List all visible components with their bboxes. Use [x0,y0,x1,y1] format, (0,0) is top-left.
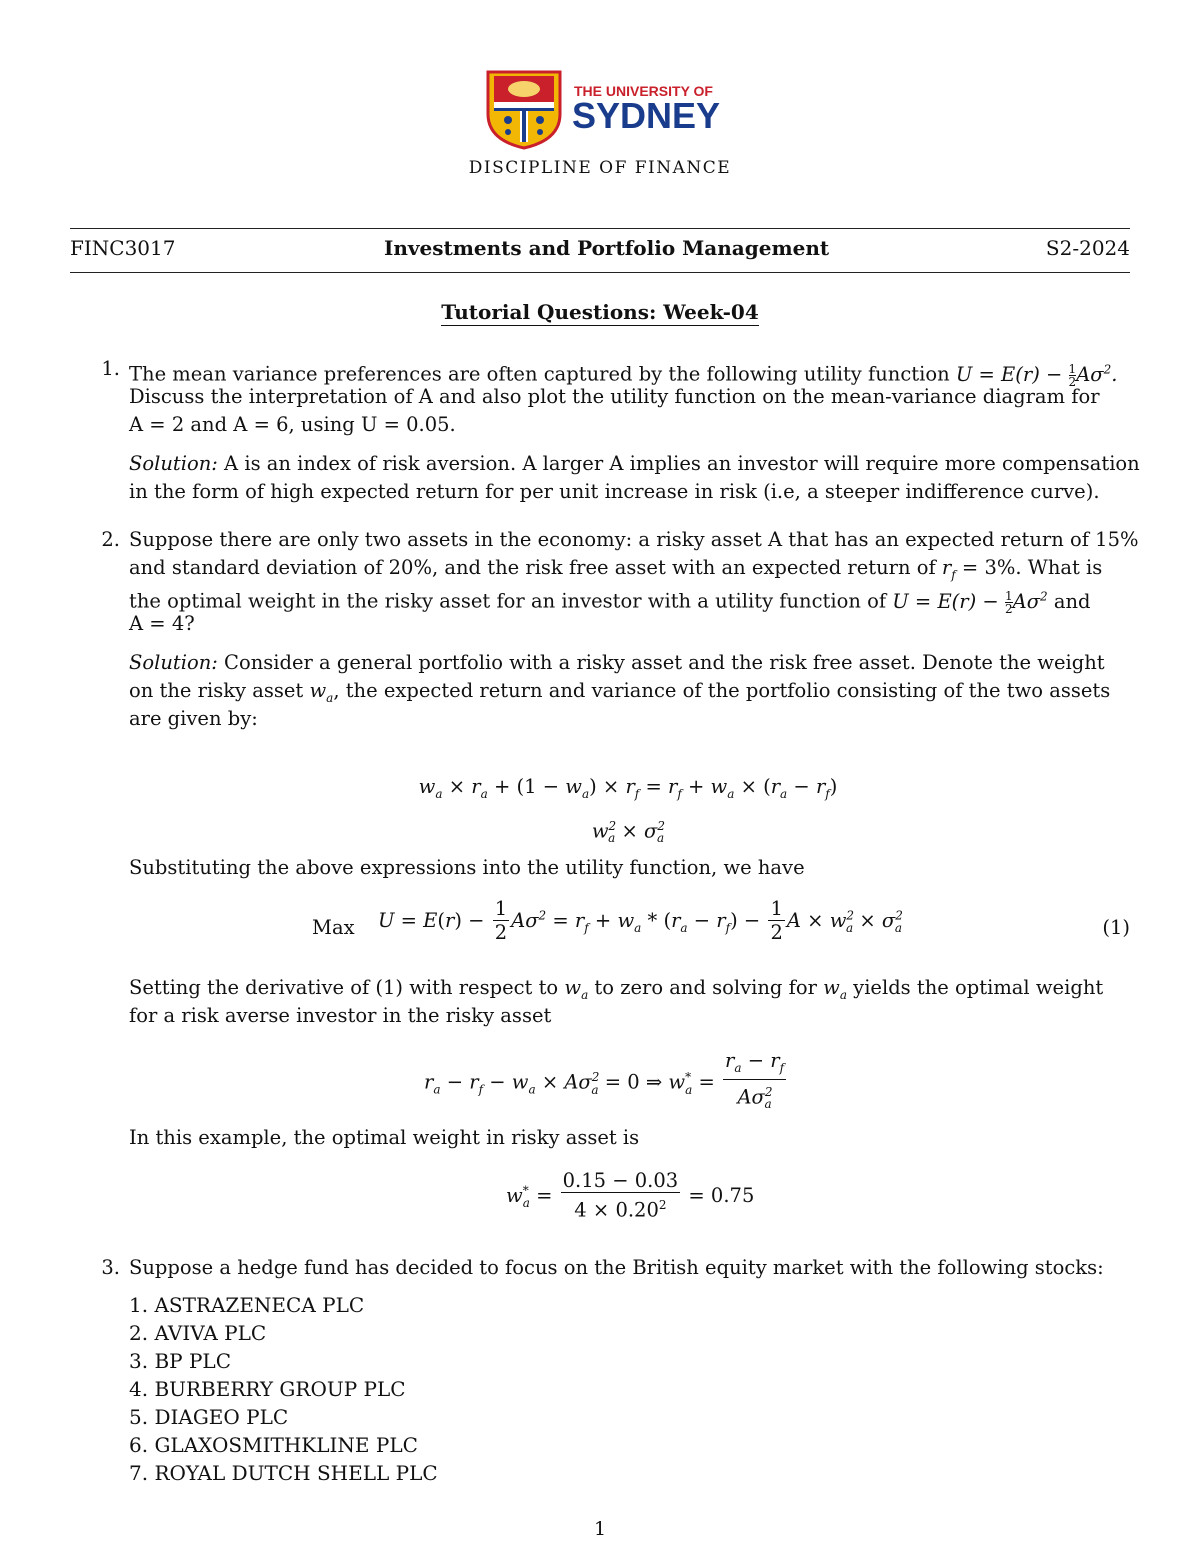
example-text: In this example, the optimal weight in risky asset is [129,1126,640,1149]
course-code: FINC3017 [70,236,176,260]
variance-equation: $w^2_a \times \sigma^2_a$ [591,819,666,846]
utility-formula: U = E(r) − $\frac{1}{2}A\sigma^2$. [955,361,1118,389]
numerator: 0.15 − 0.03 [562,1169,679,1192]
derivative-text-line1: Setting the derivative of (1) with respect to $w_a$ to zero and solving for $w_a$ yields the optimal weight [129,976,1104,1002]
course-name: Investments and Portfolio Management [384,236,830,260]
discipline-title: DISCIPLINE OF FINANCE [468,158,732,178]
question-2-solution-line2: on the risky asset $w_a$, the expected return and variance of the portfolio consisting of the two assets [129,679,1111,705]
equation-number: (1) [1102,916,1130,939]
logo-text-line1: THE UNIVERSITY OF [574,83,713,99]
question-1-solution-line1 [129,450,1140,478]
question-2-line2-text: and standard deviation of 20%, and the risk free asset with an expected return of [129,556,936,579]
optimal-weight-equation: $r_a - r_f - w_a \times A\sigma^2_a = 0$ ⇒ $w^*_a$ = $\frac{r_a - r_f}{A\sigma^2_a}$ [424,1049,785,1112]
university-logo [486,70,722,150]
list-item: 5. DIAGEO PLC [129,1405,289,1429]
question-2-line3-text: the optimal weight in the risky asset for an investor with a utility function of [129,589,887,613]
list-item: 6. GLAXOSMITHKLINE PLC [129,1433,418,1457]
rf-formula: $r_f = 3\%$. What is [941,556,1103,582]
question-2-number: 2. [101,528,120,551]
question-3-line1: Suppose a hedge fund has decided to focus on the British equity market with the following stocks: [129,1256,1104,1279]
denominator: 4 × 0.20 [574,1198,659,1222]
solution-2-line2b: , the expected return and variance of the portfolio consisting of the two assets [333,679,1111,702]
solution-2-text: Consider a general portfolio with a risky asset and the risk free asset. Denote the weight [224,651,1105,674]
solution-label-2: Solution: [129,651,218,674]
question-1-solution-line2: in the form of high expected return for per unit increase in risk (i.e, a steeper indifference curve). [129,480,1100,503]
deriv-text-c: yields the optimal weight [853,976,1104,999]
derivative-text-line2: for a risk averse investor in the risky asset [129,1004,552,1027]
question-1-line2: Discuss the interpretation of A and also plot the utility function on the mean-variance diagram for [129,385,1100,408]
list-item: 1. ASTRAZENECA PLC [129,1293,365,1317]
solution-label: Solution: [129,452,218,475]
solution-text: A is an index of risk aversion. A larger A implies an investor will require more compensation [224,452,1140,475]
list-item: 2. AVIVA PLC [129,1321,267,1345]
result-value: = 0.75 [688,1183,755,1207]
question-1-line3: A = 2 and A = 6, using U = 0.05. [129,413,456,436]
list-item: 7. ROYAL DUTCH SHELL PLC [129,1461,438,1485]
question-2-solution-line1 [129,649,1105,677]
question-1-number: 1. [101,357,120,380]
deriv-text-b: to zero and solving for [594,976,817,999]
question-3-number: 3. [101,1256,120,1279]
page-title [0,300,1200,324]
question-2-line3 [129,582,1091,616]
question-2-line1: Suppose there are only two assets in the economy: a risky asset A that has an expected return of 15% [129,528,1139,551]
page-title-text: Tutorial Questions: Week-04 [441,300,759,324]
question-1-text: The mean variance preferences are often captured by the following utility function [129,362,950,386]
question-2-line4: A = 4? [129,612,195,635]
bottom-rule [70,272,1130,273]
solution-2-line2a: on the risky asset [129,679,304,702]
numeric-weight-equation: $w^*_a$ = $\frac{0.15 - 0.03}{4 \times 0.20^2}$ = 0.75 [506,1169,755,1222]
question-2-solution-line3: are given by: [129,707,258,730]
semester: S2-2024 [1045,236,1130,260]
utility-formula-2: U = E(r) − $\frac{1}{2}A\sigma^2$ and [892,588,1091,616]
list-item: 3. BP PLC [129,1349,231,1373]
expected-return-equation: $w_a \times r_a + (1 - w_a) \times r_f = r_f + w_a \times (r_a - r_f)$ [418,775,838,801]
university-crest-icon [486,70,722,150]
logo-text-line2: SYDNEY [572,95,721,136]
top-rule [70,228,1130,229]
substituting-text: Substituting the above expressions into the utility function, we have [129,856,805,879]
list-item: 4. BURBERRY GROUP PLC [129,1377,406,1401]
deriv-text-a: Setting the derivative of (1) with respect to [129,976,559,999]
page-number: 1 [593,1518,607,1540]
utility-max-equation: U = E(r) − $\frac{1}{2}$ $A\sigma^2 = r_f + w_a * (r_a - r_f)$ − $\frac{1}{2}$ $A \times w^2_a \times \sigma^2_a$ [378,897,903,944]
max-label: Max [312,916,355,939]
